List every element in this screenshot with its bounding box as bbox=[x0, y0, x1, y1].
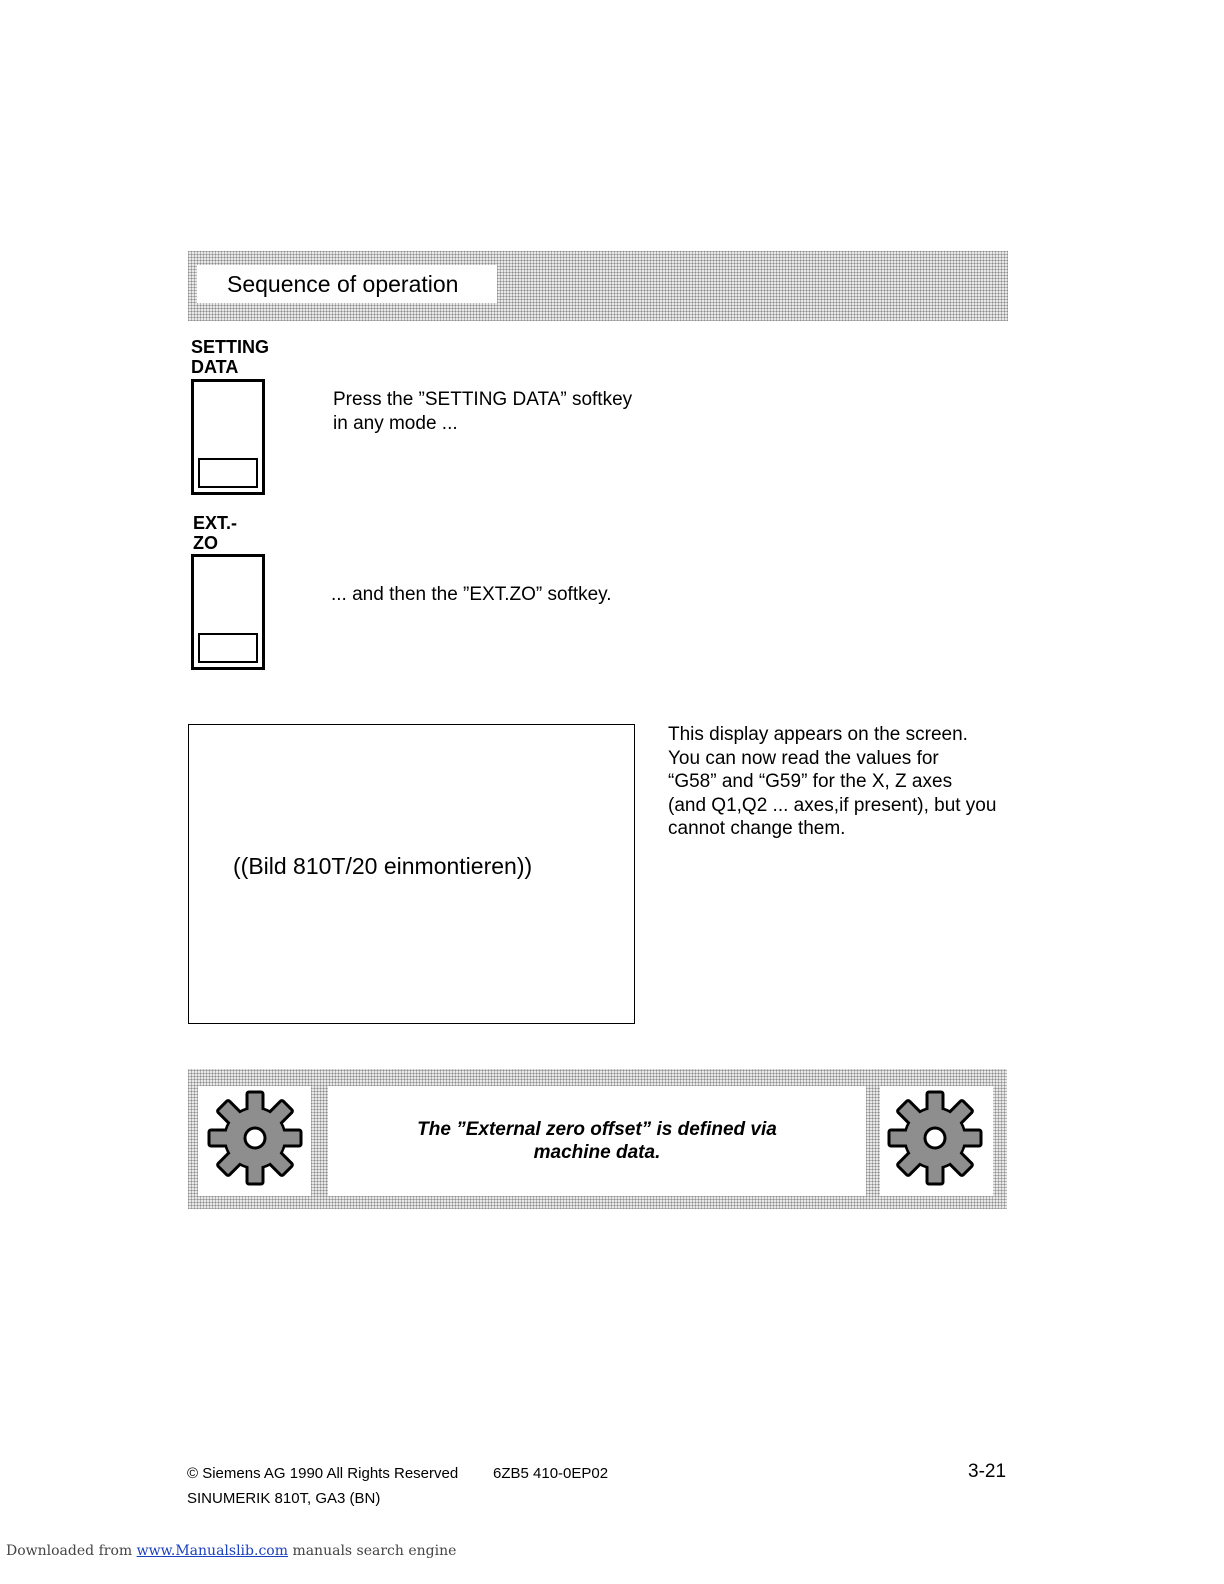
softkey-face bbox=[198, 633, 258, 663]
softkey-face bbox=[198, 458, 258, 488]
step-1-text: Press the ”SETTING DATA” softkey in any mode ... bbox=[333, 389, 633, 434]
softkey-label-ext-zo: EXT.- ZO bbox=[193, 513, 238, 553]
gear-icon bbox=[198, 1086, 311, 1196]
ext-zo-softkey[interactable] bbox=[191, 554, 265, 670]
placeholder-caption: ((Bild 810T/20 einmontieren)) bbox=[233, 853, 533, 879]
section-title: Sequence of operation bbox=[197, 265, 497, 303]
manualslib-link[interactable]: www.Manualslib.com bbox=[136, 1543, 288, 1559]
step-2-text: ... and then the ”EXT.ZO” softkey. bbox=[331, 584, 612, 605]
footer-order-number: 6ZB5 410-0EP02 bbox=[493, 1465, 609, 1482]
setting-data-softkey[interactable] bbox=[191, 379, 265, 495]
note-icon-box-left bbox=[198, 1086, 311, 1196]
note-text: The ”External zero offset” is defined via machine data. bbox=[328, 1086, 866, 1196]
display-description: This display appears on the screen. You can now read the values for “G58” and “G59” for the X, Z axes (and Q1,Q2 ... axes,if present), but you cannot change them. bbox=[668, 724, 997, 839]
gear-icon bbox=[880, 1086, 993, 1196]
download-notice: Downloaded from www.Manualslib.com manuals search engine bbox=[6, 1543, 457, 1559]
softkey-label-setting-data: SETTING DATA bbox=[191, 337, 270, 377]
footer-product: SINUMERIK 810T, GA3 (BN) bbox=[187, 1490, 381, 1507]
note-icon-box-right bbox=[880, 1086, 993, 1196]
page-number: 3-21 bbox=[968, 1461, 1007, 1482]
footer-copyright: © Siemens AG 1990 All Rights Reserved bbox=[187, 1465, 459, 1482]
